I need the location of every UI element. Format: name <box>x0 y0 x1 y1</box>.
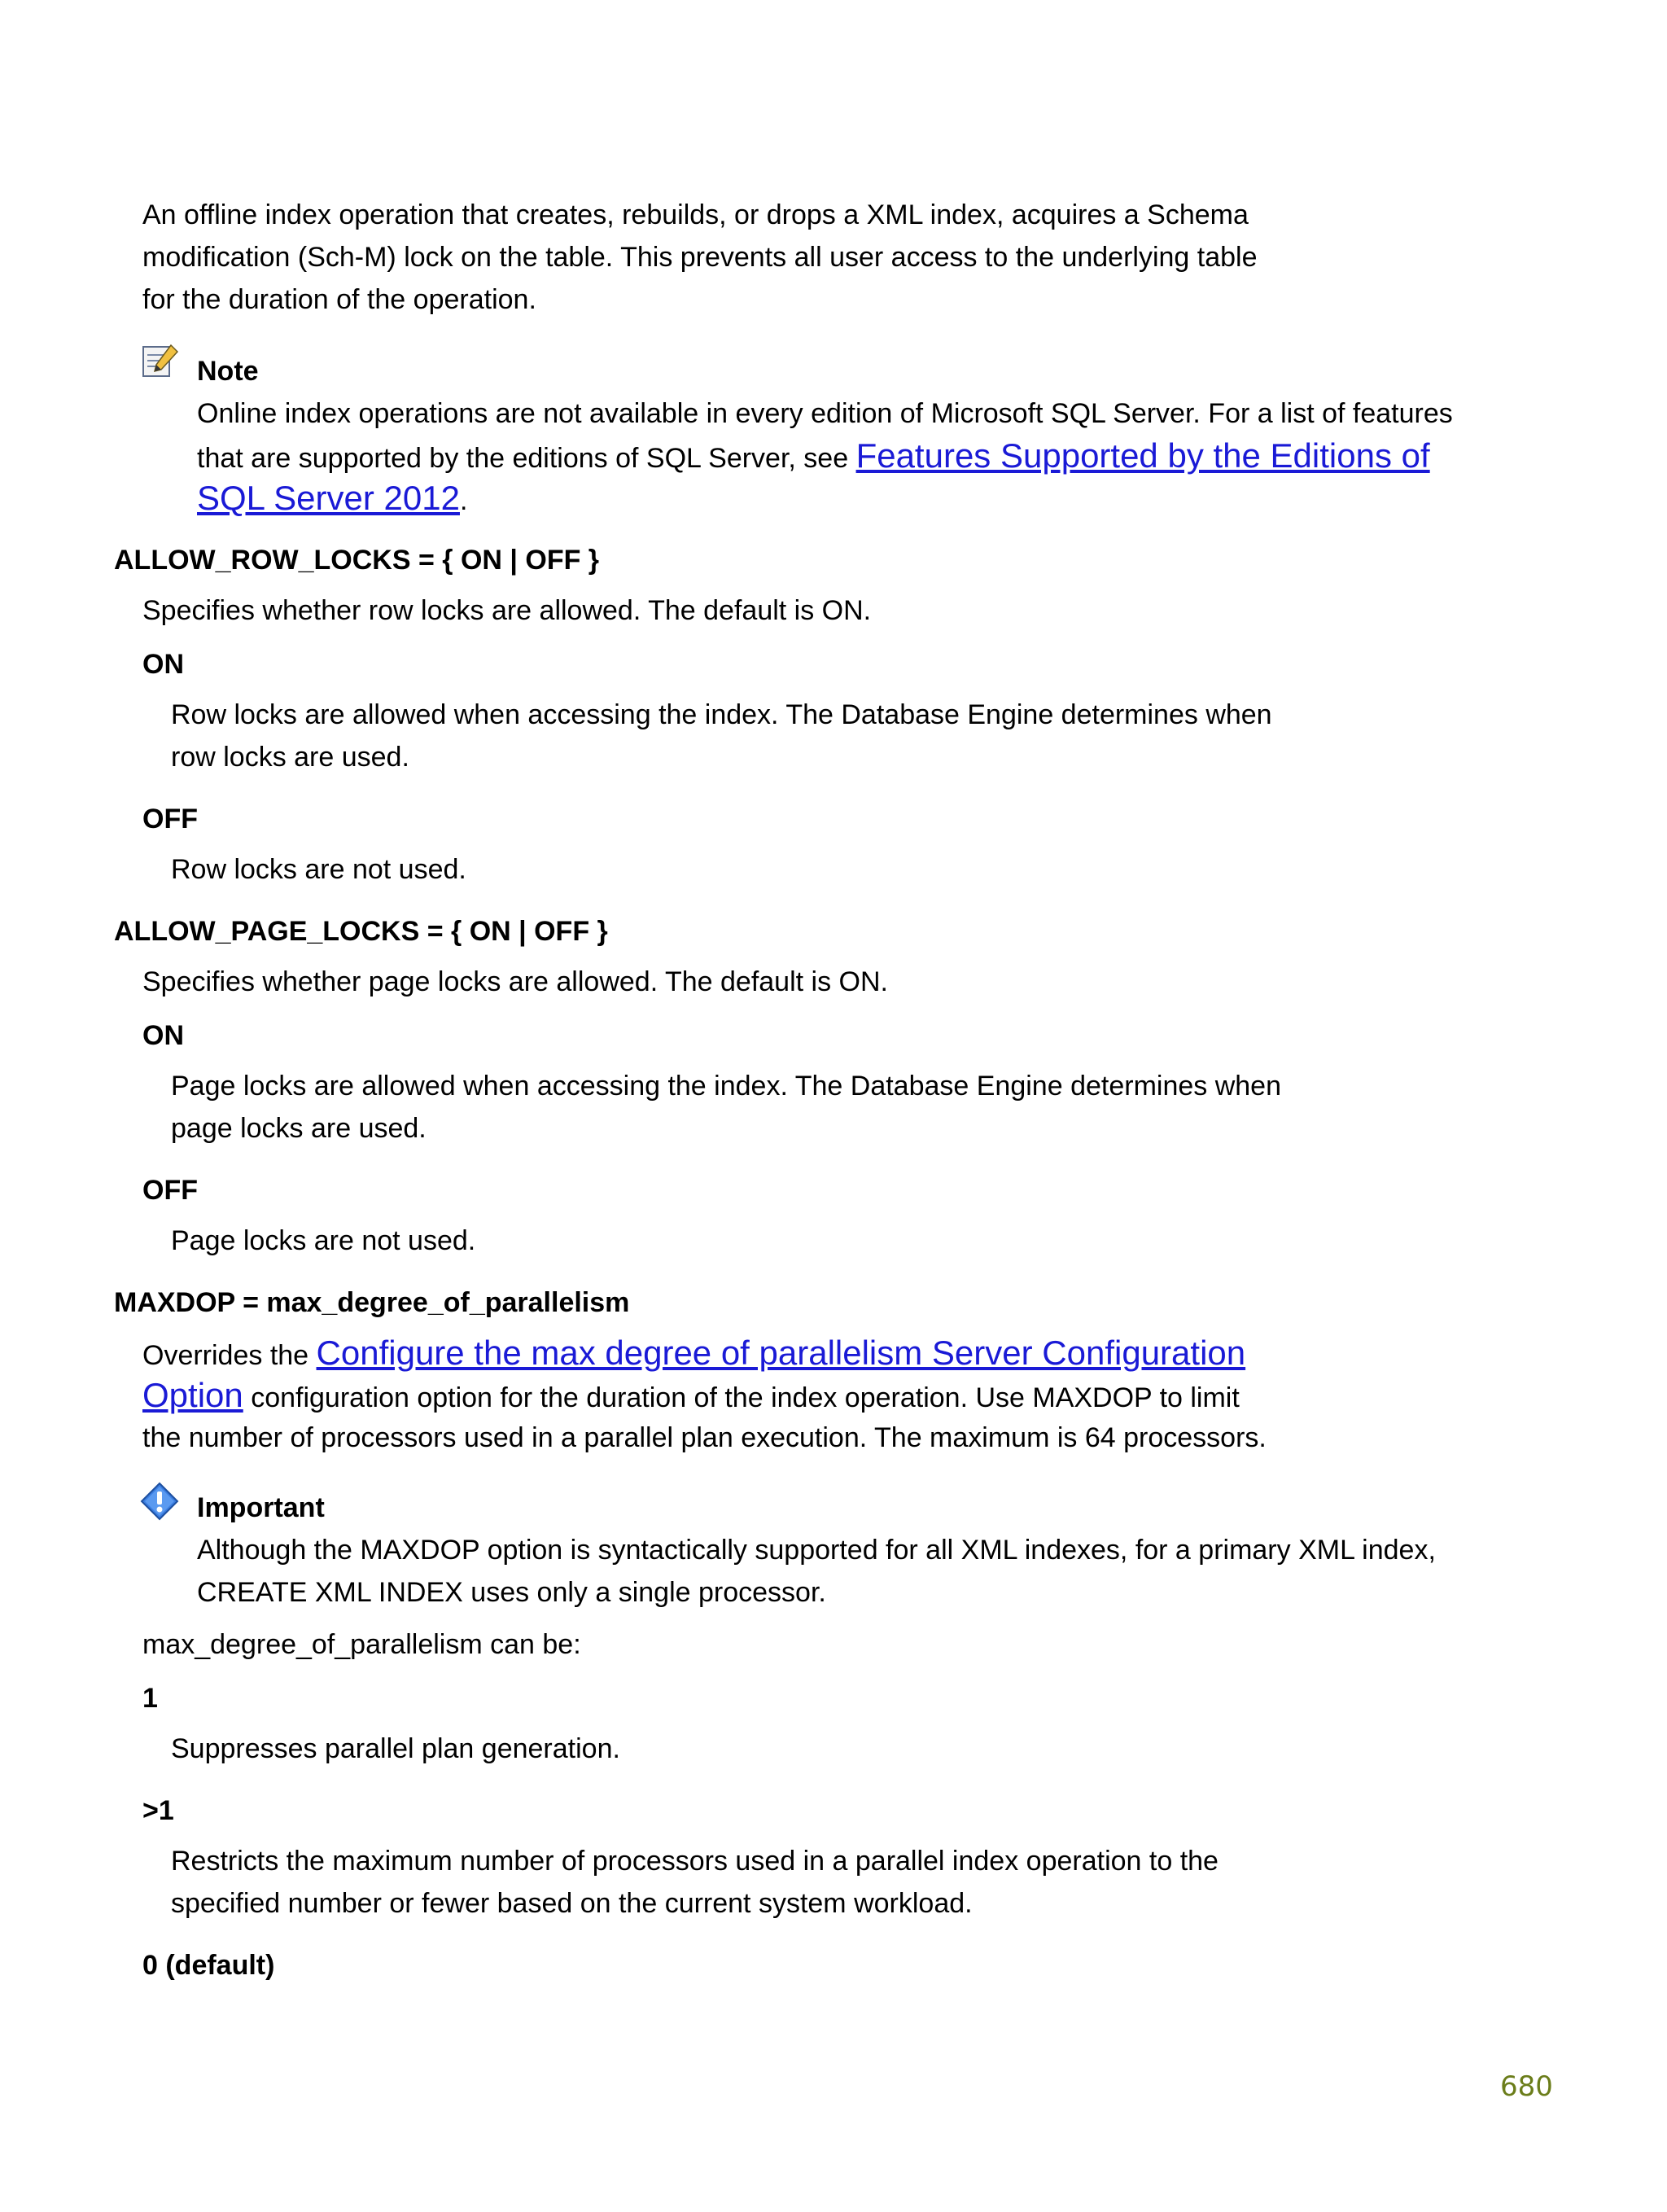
max-degree-parallelism-link-part-1[interactable]: Configure the max degree of parallelism Server Configuration <box>316 1334 1246 1372</box>
note-line-2 <box>197 435 1430 480</box>
max-degree-parallelism-link-part-2[interactable]: Option <box>142 1376 243 1414</box>
features-link-part-1[interactable]: Features Supported by the Editions of <box>855 436 1430 475</box>
maxdop-line-1-prefix: Overrides the <box>142 1340 317 1371</box>
allow-row-locks-on-line-1: Row locks are allowed when accessing the index. The Database Engine determines when <box>171 699 1272 730</box>
note-title: Note <box>197 356 259 387</box>
page-number: 680 <box>1500 2070 1553 2103</box>
allow-page-locks-desc: Specifies whether page locks are allowed. The default is ON. <box>142 966 888 997</box>
values-intro: max_degree_of_parallelism can be: <box>142 1629 581 1660</box>
important-line-1: Although the MAXDOP option is syntactically supported for all XML indexes, for a primary XML index, <box>197 1535 1436 1566</box>
intro-line-2: modification (Sch-M) lock on the table. This prevents all user access to the underlying table <box>142 242 1258 273</box>
allow-page-locks-heading: ALLOW_PAGE_LOCKS = { ON | OFF } <box>114 916 608 947</box>
important-info-icon <box>140 1482 179 1521</box>
important-title: Important <box>197 1492 325 1523</box>
note-line-1: Online index operations are not available in every edition of Microsoft SQL Server. For a list of features <box>197 398 1453 429</box>
allow-row-locks-heading: ALLOW_ROW_LOCKS = { ON | OFF } <box>114 545 600 576</box>
value-gt1-desc-line-2: specified number or fewer based on the current system workload. <box>171 1888 973 1919</box>
allow-row-locks-off-label: OFF <box>142 804 198 834</box>
value-gt1-label: >1 <box>142 1795 174 1826</box>
maxdop-heading: MAXDOP = max_degree_of_parallelism <box>114 1287 630 1318</box>
allow-row-locks-on-line-2: row locks are used. <box>171 742 409 773</box>
value-one-label: 1 <box>142 1683 158 1714</box>
allow-page-locks-on-line-2: page locks are used. <box>171 1113 427 1144</box>
important-line-2: CREATE XML INDEX uses only a single processor. <box>197 1577 826 1608</box>
allow-page-locks-on-label: ON <box>142 1020 184 1051</box>
allow-row-locks-off-line-1: Row locks are not used. <box>171 854 466 885</box>
value-one-desc: Suppresses parallel plan generation. <box>171 1733 620 1764</box>
note-line-2-prefix: that are supported by the editions of SQL Server, see <box>197 443 856 474</box>
maxdop-line-3: the number of processors used in a parallel plan execution. The maximum is 64 processors. <box>142 1422 1267 1453</box>
value-zero-label: 0 (default) <box>142 1950 275 1981</box>
intro-line-3: for the duration of the operation. <box>142 284 536 315</box>
maxdop-line-1 <box>142 1332 1245 1377</box>
value-gt1-desc-line-1: Restricts the maximum number of processors used in a parallel index operation to the <box>171 1846 1219 1877</box>
intro-line-1: An offline index operation that creates, rebuilds, or drops a XML index, acquires a Schema <box>142 199 1249 230</box>
allow-row-locks-desc: Specifies whether row locks are allowed. The default is ON. <box>142 595 872 626</box>
note-line-3 <box>197 477 467 522</box>
note-line-3-suffix: . <box>459 485 468 516</box>
note-pencil-icon <box>140 342 179 381</box>
allow-page-locks-on-line-1: Page locks are allowed when accessing the index. The Database Engine determines when <box>171 1071 1281 1102</box>
features-link-part-2[interactable]: SQL Server 2012 <box>197 479 460 517</box>
allow-page-locks-off-label: OFF <box>142 1175 198 1206</box>
allow-page-locks-off-line-1: Page locks are not used. <box>171 1225 476 1256</box>
allow-row-locks-on-label: ON <box>142 649 184 680</box>
maxdop-line-2 <box>142 1374 1240 1419</box>
maxdop-line-2-suffix: configuration option for the duration of the index operation. Use MAXDOP to limit <box>243 1382 1240 1413</box>
